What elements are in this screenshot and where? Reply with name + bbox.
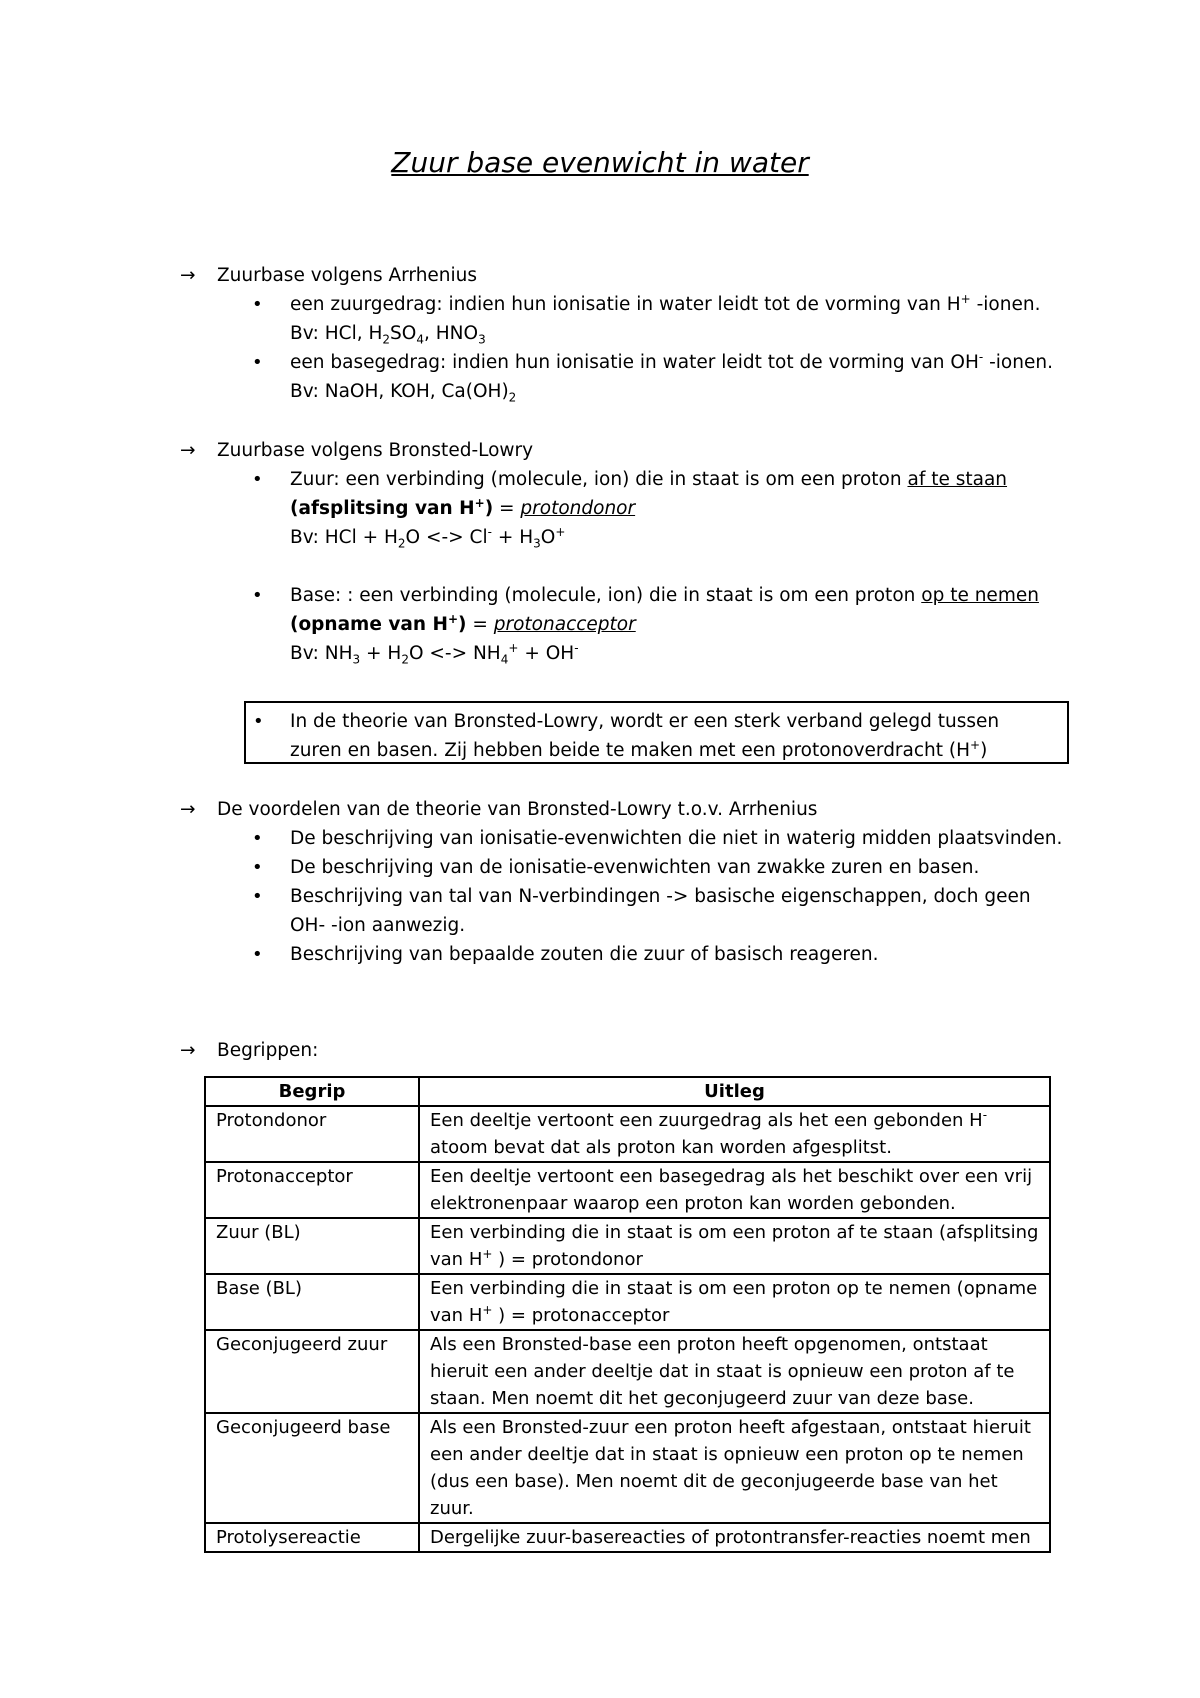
term-cell: Zuur (BL) [205, 1218, 419, 1274]
subscript: 2 [397, 536, 406, 551]
section-begrippen [0, 1036, 1200, 1065]
example-text: O <-> NH [408, 643, 501, 664]
example-text: O [540, 527, 556, 548]
superscript: + [447, 611, 459, 626]
term-cell: Geconjugeerd zuur [205, 1330, 419, 1413]
subscript: 4 [500, 652, 509, 667]
example-text: O <-> Cl [405, 527, 488, 548]
subscript: 4 [416, 332, 424, 347]
superscript: - [982, 1108, 988, 1122]
example-text: Bv: NH [290, 643, 353, 664]
bold-text: (opname van H [290, 614, 448, 635]
term-text: protonacceptor [493, 614, 636, 635]
table-row [205, 1413, 1050, 1523]
superscript: - [574, 640, 579, 655]
bullet-icon: • [252, 585, 263, 606]
term-cell: Protondonor [205, 1106, 419, 1162]
table-row [205, 1330, 1050, 1413]
subscript: 2 [401, 652, 409, 667]
subscript: 3 [352, 652, 361, 667]
definition-text: Dergelijke zuur-basereacties of protontransfer-reacties noemt men [430, 1527, 1031, 1548]
subscript: 2 [508, 390, 517, 405]
definition-cell [419, 1162, 1050, 1218]
section-arrhenius [0, 261, 1200, 406]
arrow-right-icon: → [180, 265, 196, 286]
superscript: - [487, 524, 492, 539]
list-item [0, 465, 1200, 552]
example-text: Bv: HCl + H [290, 527, 398, 548]
definition-cell [419, 1274, 1050, 1330]
box-text: In de theorie van Bronsted-Lowry, wordt er een sterk verband gelegd tussen zuren en basen. Zij hebben beide te maken met een protonoverdracht (H [290, 711, 1000, 761]
example-text: Bv: HCl, H [290, 323, 383, 344]
column-header-begrip: Begrip [205, 1077, 419, 1106]
equals-text: = [466, 614, 494, 635]
list-item [0, 290, 1200, 348]
list-item [0, 824, 1200, 853]
definition-text: Een deeltje vertoont een basegedrag als het beschikt over een vrij elektronenpaar waarop een proton kan worden gebonden. [430, 1166, 1033, 1214]
definition-text: Als een Bronsted-zuur een proton heeft afgestaan, ontstaat hieruit een ander deeltje dat in staat is opnieuw een proton op te nemen (dus een base). Men noemt dit de geconjugeerde base van het zuur. [430, 1417, 1031, 1519]
bullet-icon: • [252, 944, 263, 965]
terms-table [204, 1076, 1051, 1553]
bullet-icon: • [252, 294, 263, 315]
bullet-icon: • [253, 711, 264, 732]
list-item [0, 581, 1200, 668]
definition-cell [419, 1106, 1050, 1162]
superscript: + [474, 495, 485, 510]
arrow-right-icon: → [180, 1040, 196, 1061]
example-text: , HNO [423, 323, 479, 344]
list-item [0, 348, 1200, 406]
section-heading [0, 436, 1200, 465]
term-cell: Geconjugeerd base [205, 1413, 419, 1523]
item-text: Base: : een verbinding (molecule, ion) die in staat is om een proton [290, 585, 922, 606]
term-cell: Base (BL) [205, 1274, 419, 1330]
definition-cell [419, 1218, 1050, 1274]
definition-text: Een deeltje vertoont een zuurgedrag als het een gebonden H [430, 1110, 983, 1131]
underlined-text: op te nemen [921, 585, 1039, 606]
superscript: + [555, 524, 566, 539]
bold-text: (afsplitsing van H [290, 498, 475, 519]
superscript: + [508, 640, 519, 655]
example-text: + OH [518, 643, 575, 664]
superscript: + [482, 1303, 493, 1317]
section-heading [0, 261, 1200, 290]
bullet-icon: • [252, 828, 263, 849]
table-row [205, 1218, 1050, 1274]
heading-text: De voordelen van de theorie van Bronsted-Lowry t.o.v. Arrhenius [217, 799, 818, 820]
section-voordelen [0, 795, 1200, 969]
item-text: een zuurgedrag: indien hun ionisatie in water leidt tot de vorming van H [290, 294, 961, 315]
table-row [205, 1106, 1050, 1162]
subscript: 3 [533, 536, 541, 551]
item-text: Beschrijving van bepaalde zouten die zuur of basisch reageren. [290, 944, 879, 965]
list-item [0, 882, 1200, 940]
example-text: SO [390, 323, 417, 344]
item-text-tail: -ionen. [970, 294, 1041, 315]
item-text: De beschrijving van ionisatie-evenwichten die niet in waterig midden plaatsvinden. [290, 828, 1063, 849]
bullet-icon: • [252, 352, 263, 373]
definition-text-tail: ) = protonacceptor [492, 1305, 670, 1326]
heading-text: Zuurbase volgens Bronsted-Lowry [217, 440, 534, 461]
heading-text: Begrippen: [217, 1040, 319, 1061]
term-cell: Protolysereactie [205, 1523, 419, 1552]
term-cell: Protonacceptor [205, 1162, 419, 1218]
example-text: + H [491, 527, 534, 548]
highlight-box [244, 701, 1069, 764]
bullet-icon: • [252, 469, 263, 490]
subscript: 2 [382, 332, 391, 347]
page-title: Zuur base evenwicht in water [391, 146, 809, 179]
item-text: Beschrijving van tal van N-verbindingen -> basische eigenschappen, doch geen OH- -ion aanwezig. [290, 886, 1031, 936]
definition-cell [419, 1413, 1050, 1523]
bullet-icon: • [252, 886, 263, 907]
definition-text-tail: atoom bevat dat als proton kan worden afgesplitst. [430, 1137, 892, 1158]
arrow-right-icon: → [180, 440, 196, 461]
section-heading [0, 795, 1200, 824]
item-text: De beschrijving van de ionisatie-evenwichten van zwakke zuren en basen. [290, 857, 980, 878]
bold-text: ) [484, 498, 494, 519]
bold-text: ) [458, 614, 467, 635]
definition-cell [419, 1330, 1050, 1413]
superscript: + [482, 1247, 493, 1261]
definition-text: Als een Bronsted-base een proton heeft opgenomen, ontstaat hieruit een ander deeltje dat in staat is opnieuw een proton af te staan. Men noemt dit het geconjugeerd zuur van deze base. [430, 1334, 1015, 1409]
bullet-icon: • [252, 857, 263, 878]
subscript: 3 [478, 332, 486, 347]
item-text-tail: -ionen. [983, 352, 1053, 373]
item-text: Zuur: een verbinding (molecule, ion) die in staat is om een proton [290, 469, 908, 490]
list-item [0, 940, 1200, 969]
definition-text: Een verbinding die in staat is om een proton op te nemen (opname van H [430, 1278, 1038, 1326]
equals-text: = [493, 498, 521, 519]
underlined-text: af te staan [907, 469, 1008, 490]
column-header-uitleg: Uitleg [419, 1077, 1050, 1106]
table-row [205, 1523, 1050, 1552]
definition-text-tail: ) = protondonor [492, 1249, 643, 1270]
superscript: + [960, 291, 971, 306]
section-bronsted [0, 436, 1200, 668]
item-text: een basegedrag: indien hun ionisatie in water leidt tot de vorming van OH [290, 352, 979, 373]
term-text: protondonor [520, 498, 636, 519]
table-row [205, 1274, 1050, 1330]
table-header-row [205, 1077, 1050, 1106]
superscript: + [970, 737, 981, 752]
table-row [205, 1162, 1050, 1218]
list-item [0, 853, 1200, 882]
box-text-tail: ) [980, 740, 988, 761]
example-text: Bv: NaOH, KOH, Ca(OH) [290, 381, 509, 402]
definition-text: Een verbinding die in staat is om een proton af te staan (afsplitsing van H [430, 1222, 1039, 1270]
arrow-right-icon: → [180, 799, 196, 820]
heading-text: Zuurbase volgens Arrhenius [217, 265, 478, 286]
superscript: - [978, 349, 984, 364]
section-heading [0, 1036, 1200, 1065]
definition-cell [419, 1523, 1050, 1552]
example-text: + H [360, 643, 402, 664]
